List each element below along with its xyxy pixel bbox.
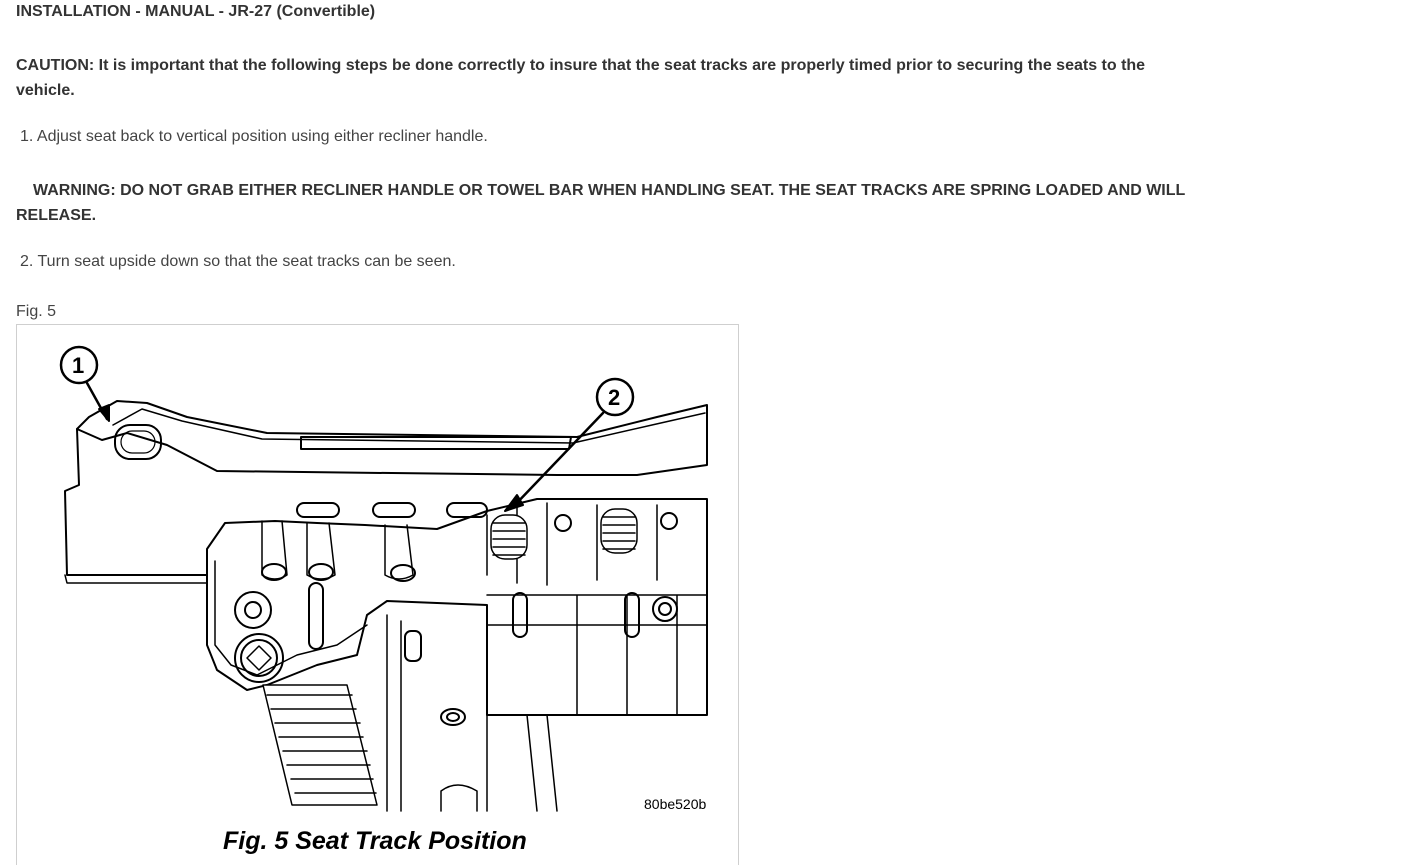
caution-text: CAUTION: It is important that the following steps be done correctly to insure that the seat tracks are properly timed prior to securing the seats to the vehicle. (16, 57, 1146, 99)
callout-2-label: 2 (608, 385, 621, 410)
callout-1-label: 1 (72, 353, 85, 378)
step-2: 2. Turn seat upside down so that the seat tracks can be seen. (20, 253, 456, 270)
figure-code: 80be520b (644, 796, 707, 812)
figure-caption: Fig. 5 Seat Track Position (223, 827, 527, 855)
spring-coil-right (491, 509, 637, 559)
seat-track-illustration (17, 325, 738, 865)
spring-coil-left (263, 685, 377, 805)
page-title: INSTALLATION - MANUAL - JR-27 (Convertible) (16, 3, 376, 20)
warning-text: WARNING: DO NOT GRAB EITHER RECLINER HANDLE OR TOWEL BAR WHEN HANDLING SEAT. THE SEAT TRACKS ARE SPRING LOADED AND WILL RELEASE. (16, 182, 1185, 224)
figure-label: Fig. 5 (16, 303, 57, 320)
figure-seat-track-position (16, 324, 739, 865)
step-1: 1. Adjust seat back to vertical position using either recliner handle. (20, 128, 488, 145)
